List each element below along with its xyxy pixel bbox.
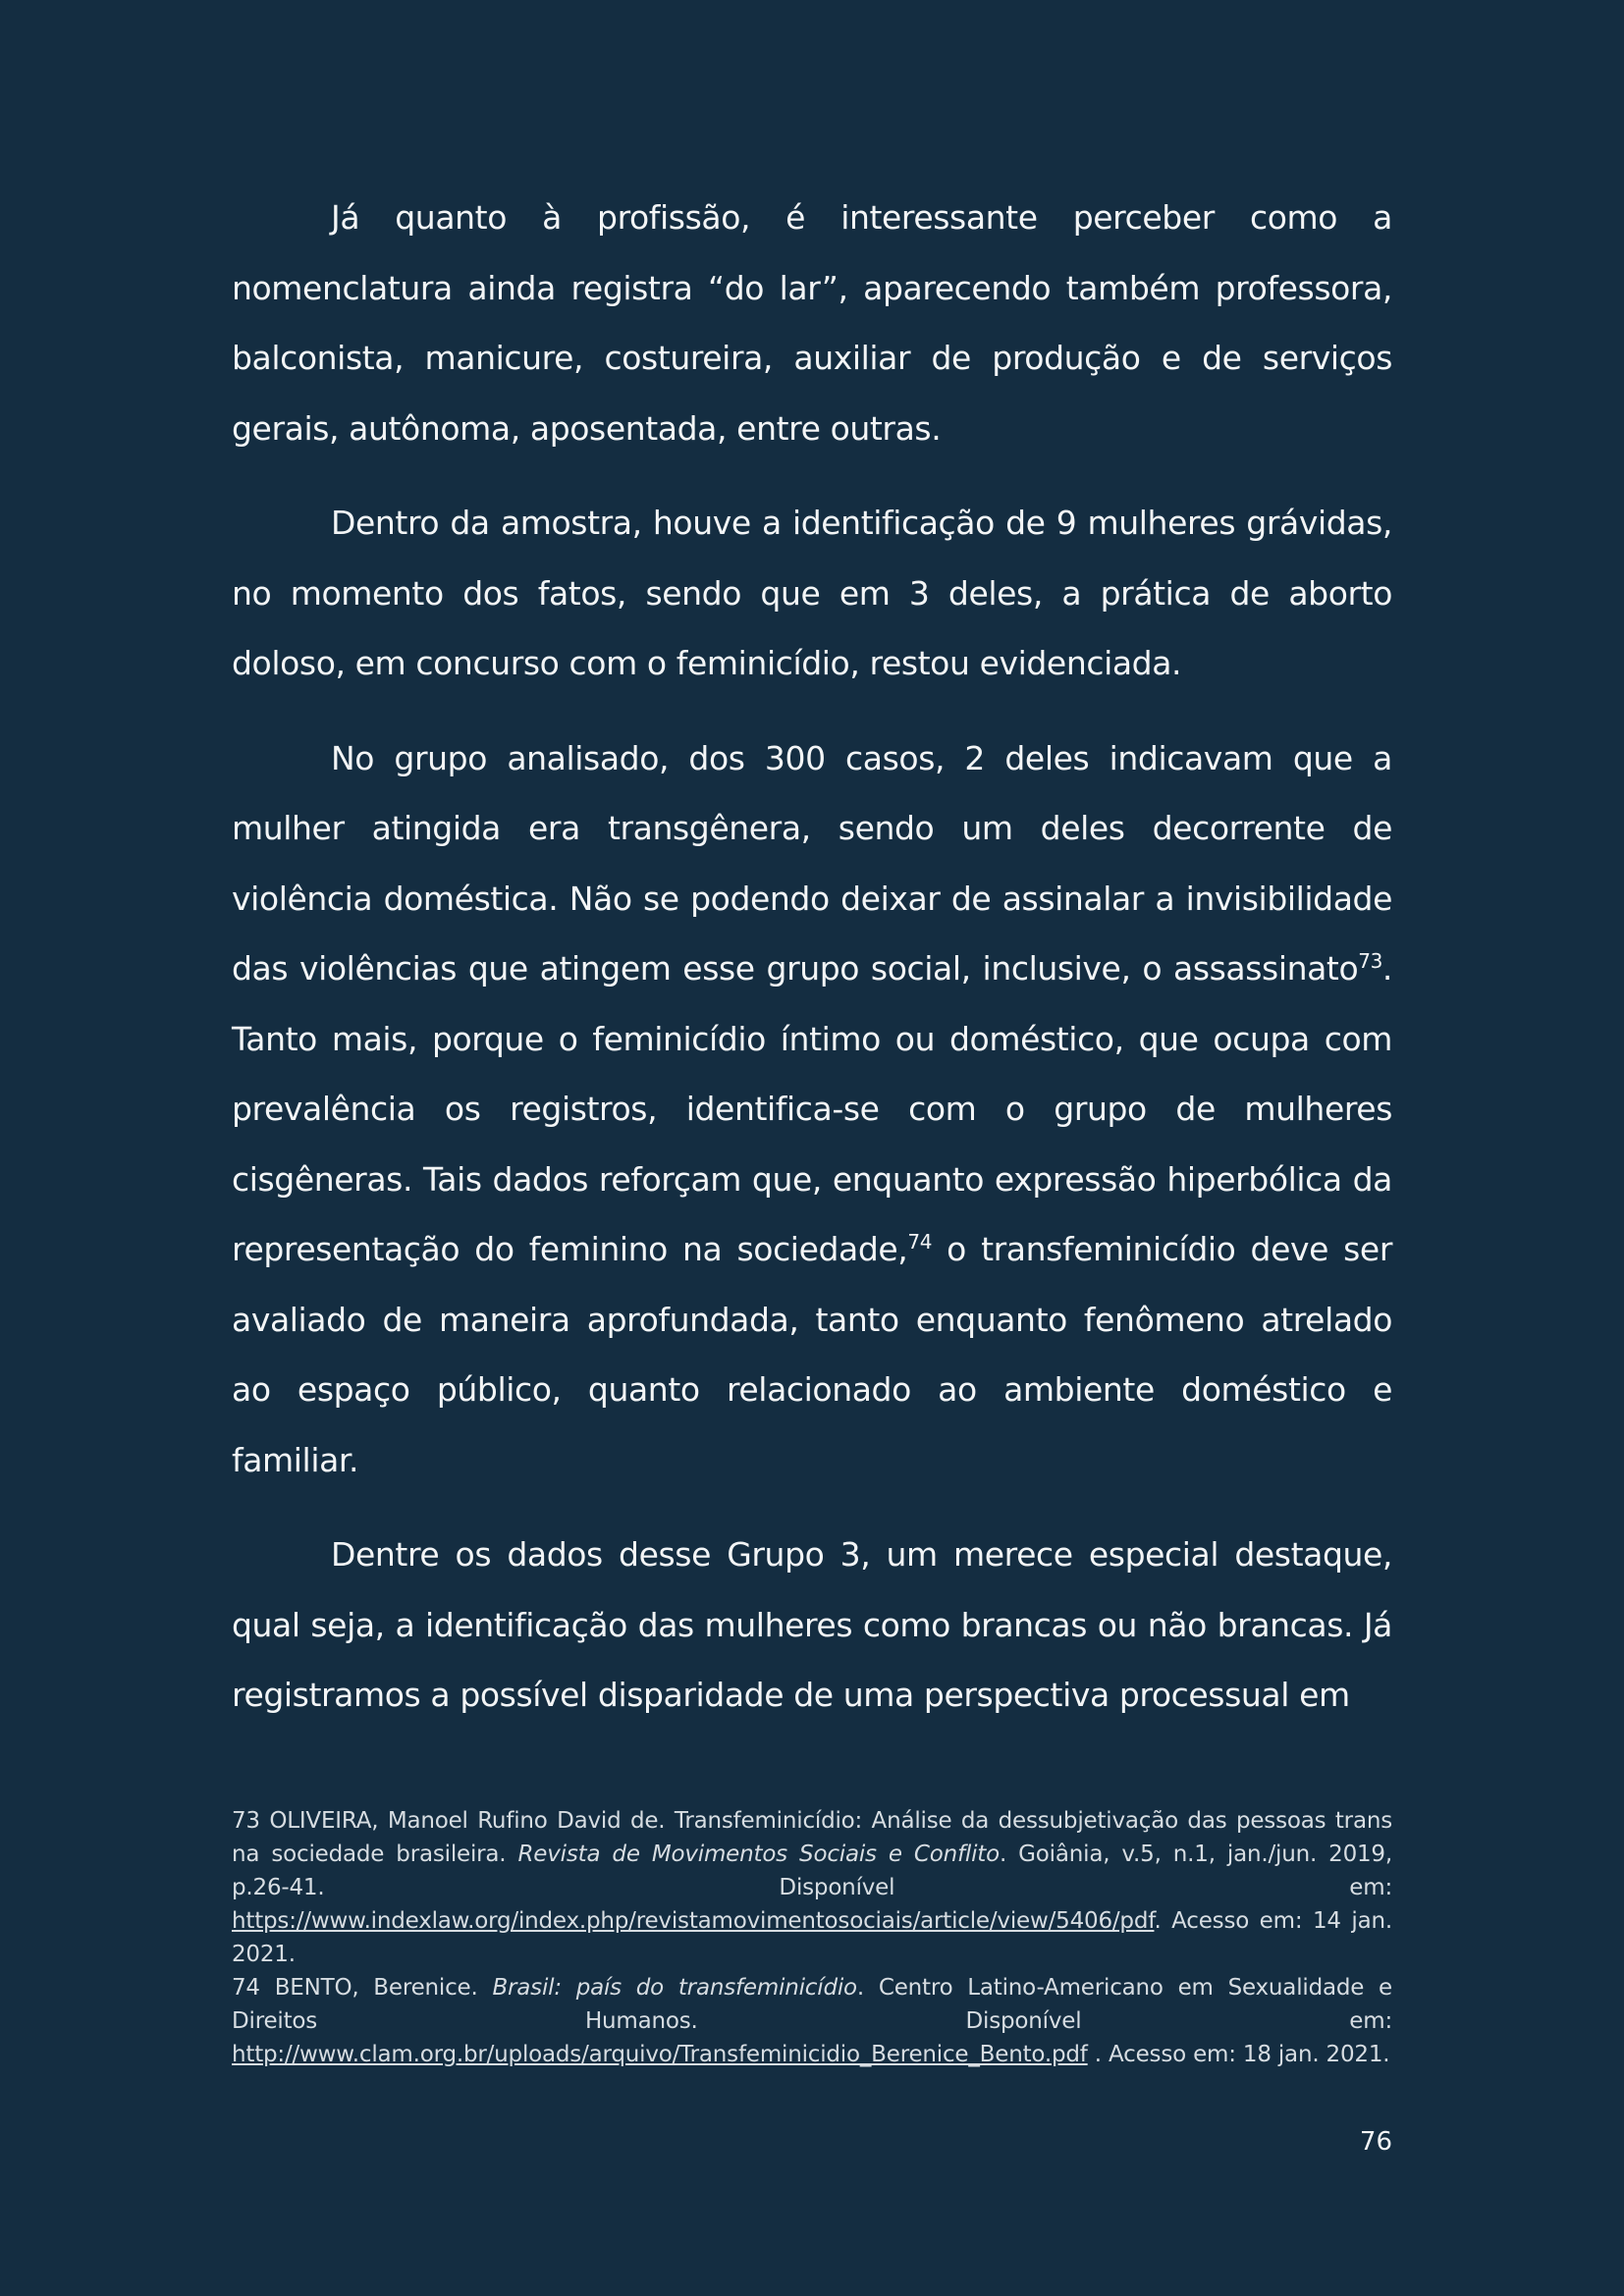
footnote-link[interactable]: https://www.indexlaw.org/index.php/revistamovimentosociais/article/view/5406/pdf — [232, 1908, 1155, 1934]
paragraph-transgender — [232, 723, 1392, 1496]
paragraph-race: Dentre os dados desse Grupo 3, um merece especial destaque, qual seja, a identificação das mulheres como brancas ou não brancas. Já registramos a possível disparidade de uma perspectiva processual em — [232, 1535, 1392, 1714]
footnotes — [232, 1804, 1392, 2071]
footnote-73 — [232, 1804, 1392, 1971]
footnote-text: BENTO, Berenice. — [274, 1975, 478, 2001]
footnote-ref-74[interactable]: 74 — [907, 1230, 933, 1254]
footnote-number: 74 — [232, 1975, 260, 2001]
footnote-74 — [232, 1971, 1392, 2071]
paragraph-profession: Já quanto à profissão, é interessante perceber como a nomenclatura ainda registra “do lar”, aparecendo também professora, balconista, manicure, costureira, auxiliar de produção e de serviços gerais, autônoma, aposentada, entre outras. — [232, 198, 1392, 448]
page-number: 76 — [1359, 2127, 1392, 2157]
footnote-text: OLIVEIRA, Manoel Rufino David de. Transfeminicídio: Análise da dessubjetivação das pessoas trans na sociedade brasileira. — [232, 1808, 1392, 1867]
footnote-link[interactable]: http://www.clam.org.br/uploads/arquivo/Transfeminicidio_Berenice_Bento.pdf — [232, 2042, 1088, 2067]
footnote-title: Revista de Movimentos Sociais e Conflito — [517, 1842, 1000, 1867]
footnote-number: 73 — [232, 1808, 260, 1834]
paragraph-text: o transfeminicídio deve ser avaliado de maneira aprofundada, tanto enquanto fenômeno atrelado ao espaço público, quanto relacionado ao ambiente doméstico e familiar. — [232, 1230, 1392, 1479]
paragraph-text: . Tanto mais, porque o feminicídio íntimo ou doméstico, que ocupa com prevalência os registros, identifica-se com o grupo de mulheres cisgêneras. Tais dados reforçam que, enquanto expressão hiperbólica da representação do feminino na sociedade, — [232, 949, 1392, 1268]
footnote-access: . Acesso em: 18 jan. 2021. — [1087, 2042, 1390, 2067]
body-text — [232, 183, 1392, 1755]
paragraph-pregnant: Dentro da amostra, houve a identificação de 9 mulheres grávidas, no momento dos fatos, sendo que em 3 deles, a prática de aborto doloso, em concurso com o feminicídio, restou evidenciada. — [232, 504, 1392, 682]
footnote-ref-73[interactable]: 73 — [1358, 949, 1382, 973]
paragraph-text: No grupo analisado, dos 300 casos, 2 deles indicavam que a mulher atingida era transgênera, sendo um deles decorrente de violência doméstica. Não se podendo deixar de assinalar a invisibilidade das violências que atingem esse grupo social, inclusive, o assassinato — [232, 738, 1392, 988]
footnote-title: Brasil: país do transfeminicídio — [492, 1975, 857, 2001]
footnote-text: . Goiânia, v.5, n.1, jan./jun. 2019, p.26-41. Disponível em: — [232, 1842, 1392, 1900]
footnote-text: . Centro Latino-Americano em Sexualidade e Direitos Humanos. Disponível em: — [232, 1975, 1392, 2034]
footnote-access: . Acesso em: 14 jan. 2021. — [232, 1908, 1392, 1967]
